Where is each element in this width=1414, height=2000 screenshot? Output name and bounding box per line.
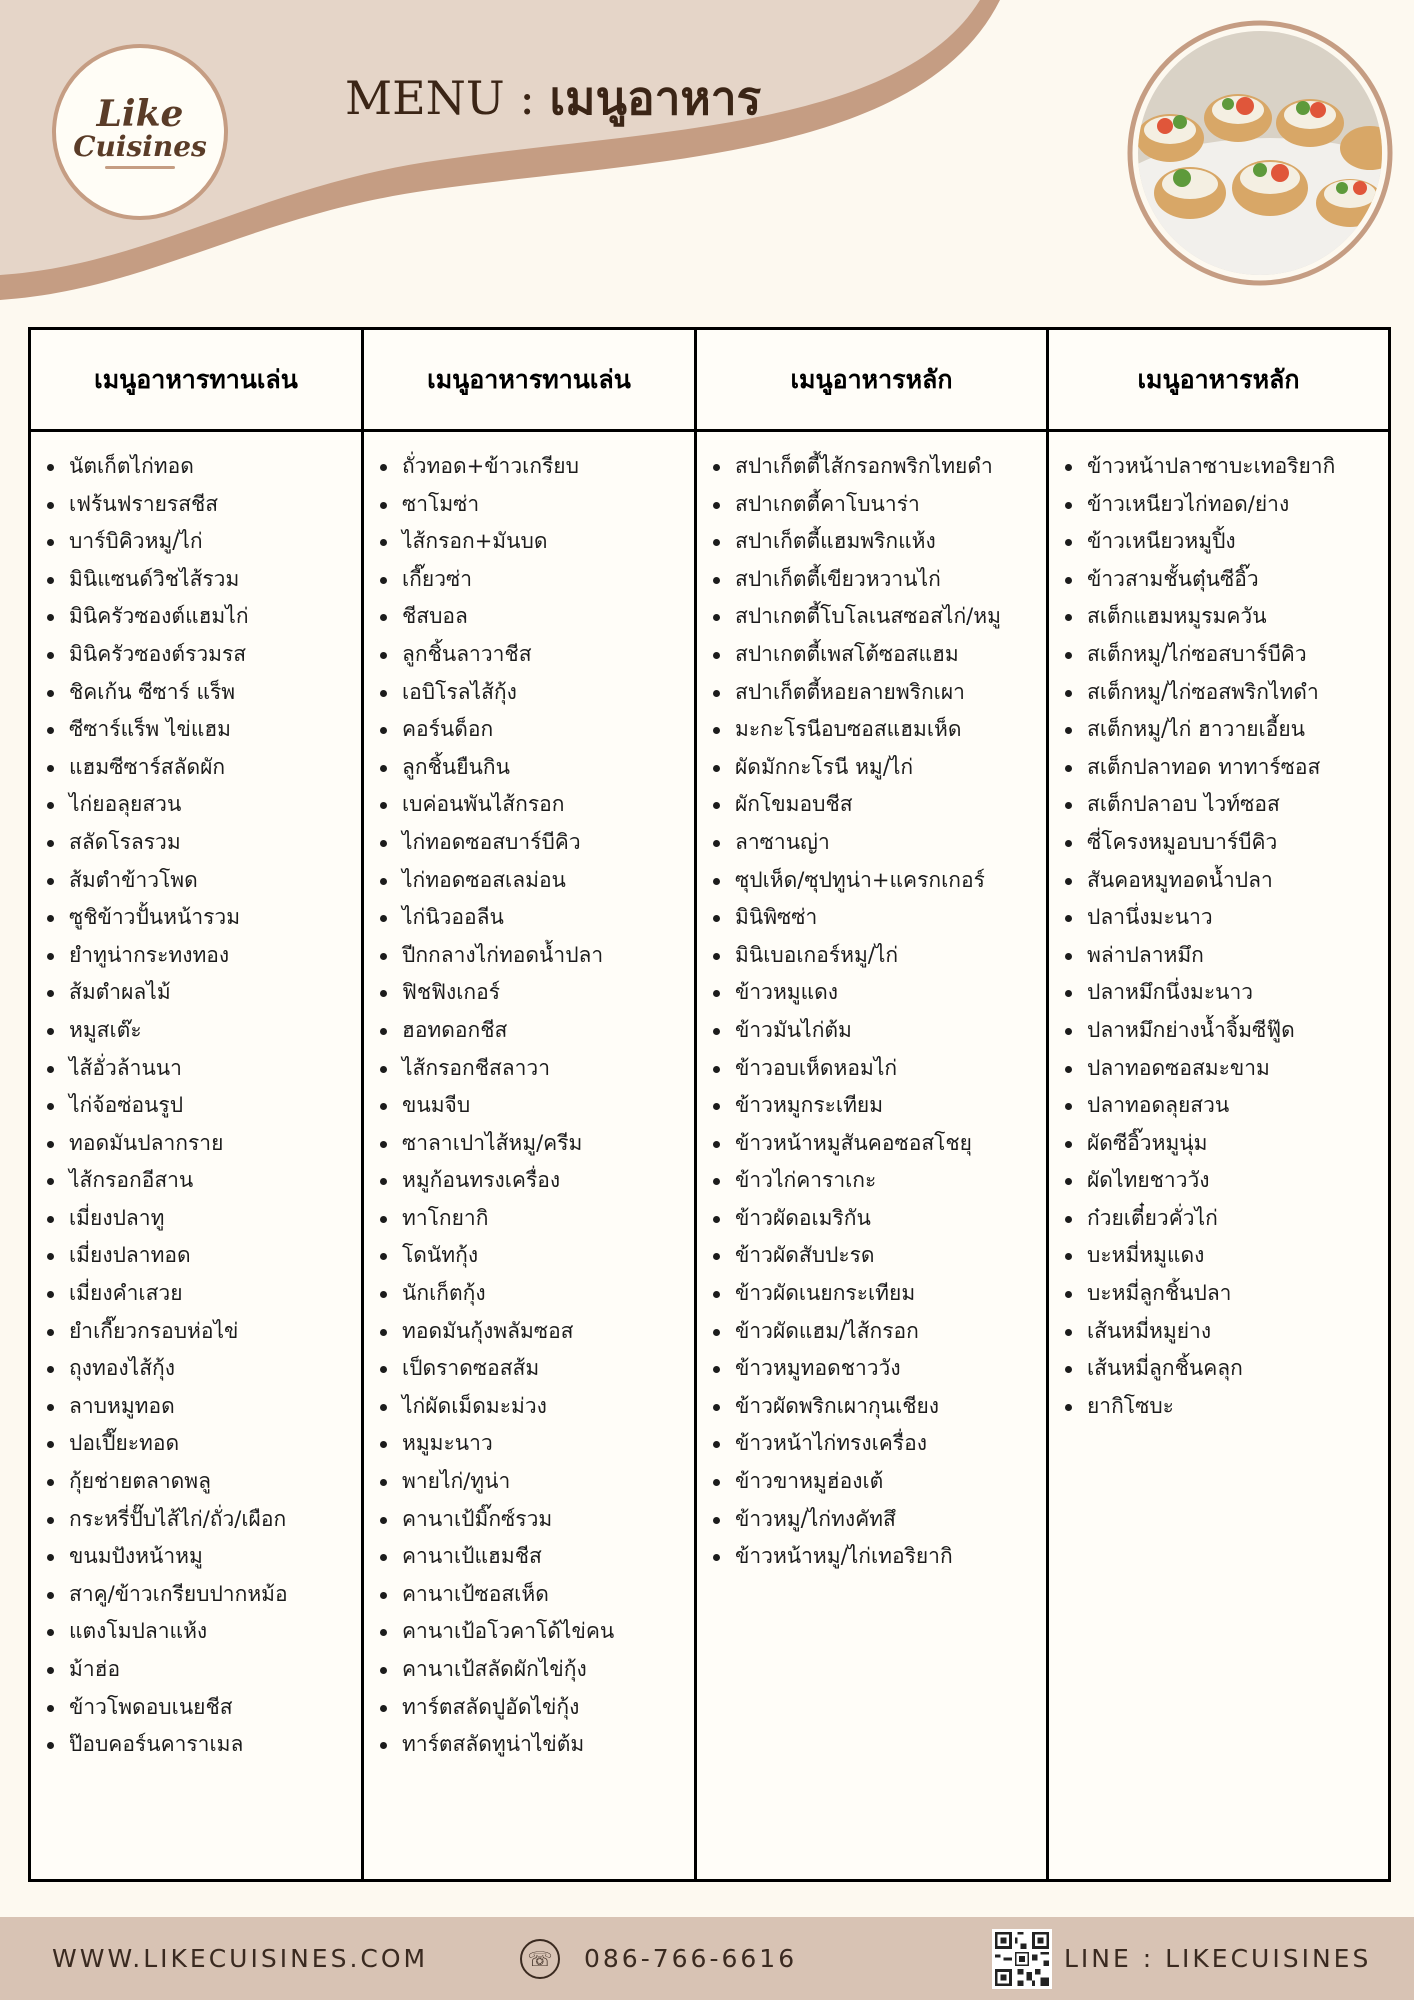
menu-item: คานาเป้แฮมชีส — [372, 1538, 694, 1576]
menu-item: เป็ดราดซอสส้ม — [372, 1350, 694, 1388]
menu-item: ผัดไทยชาววัง — [1057, 1162, 1388, 1200]
line-contact[interactable] — [992, 1917, 1371, 2000]
menu-column — [364, 330, 697, 1879]
logo-text-cuisines: Cuisines — [73, 129, 207, 163]
menu-item: ชิคเก้น ซีซาร์ แร็พ — [39, 674, 361, 712]
brand-logo — [52, 44, 228, 220]
menu-item: สปาเกตตี้เพสโต้ซอสแฮม — [705, 636, 1046, 674]
menu-list — [697, 432, 1046, 1576]
menu-item: ซีซาร์แร็พ ไข่แฮม — [39, 711, 361, 749]
menu-item: บะหมี่ลูกชิ้นปลา — [1057, 1275, 1388, 1313]
menu-item: เกี๊ยวซ่า — [372, 561, 694, 599]
menu-item: ทาโกยากิ — [372, 1200, 694, 1238]
menu-item: ข้าวหน้าหมูสันคอซอสโชยุ — [705, 1125, 1046, 1163]
menu-item: สเต็กหมู/ไก่ ฮาวายเอี้ยน — [1057, 711, 1388, 749]
menu-list — [1049, 432, 1388, 1425]
menu-item: บาร์บิคิวหมู/ไก่ — [39, 523, 361, 561]
logo-text-like: Like — [96, 92, 184, 135]
website-link[interactable]: WWW.LIKECUISINES.COM — [52, 1944, 429, 1973]
menu-item: ข้าวเหนียวไก่ทอด/ย่าง — [1057, 486, 1388, 524]
menu-item: ทอดมันกุ้งพลัมซอส — [372, 1313, 694, 1351]
menu-item: ไส้กรอกชีสลาวา — [372, 1050, 694, 1088]
column-heading: เมนูอาหารทานเล่น — [31, 330, 361, 432]
menu-item: ส้มตำผลไม้ — [39, 974, 361, 1012]
menu-item: นักเก็ตกุ้ง — [372, 1275, 694, 1313]
menu-table — [28, 327, 1391, 1882]
phone-icon: ☏ — [520, 1939, 560, 1979]
menu-item: สปาเก็ตตี้แฮมพริกแห้ง — [705, 523, 1046, 561]
menu-item: คานาเป้ซอสเห็ด — [372, 1576, 694, 1614]
menu-item: สลัดโรลรวม — [39, 824, 361, 862]
menu-item: พล่าปลาหมึก — [1057, 937, 1388, 975]
menu-item: ส้มตำข้าวโพด — [39, 862, 361, 900]
menu-item: ขนมปังหน้าหมู — [39, 1538, 361, 1576]
menu-item: ไก่ยอลุยสวน — [39, 786, 361, 824]
menu-item: มินิเบอเกอร์หมู/ไก่ — [705, 937, 1046, 975]
menu-item: ป๊อบคอร์นคาราเมล — [39, 1726, 361, 1764]
menu-item: ขนมจีบ — [372, 1087, 694, 1125]
menu-item: ทอดมันปลากราย — [39, 1125, 361, 1163]
title-thai: เมนูอาหาร — [549, 71, 762, 125]
menu-item: สปาเก็ตตี้ไส้กรอกพริกไทยดำ — [705, 448, 1046, 486]
menu-item: ข้าวโพดอบเนยชีส — [39, 1689, 361, 1727]
menu-item: กุ้ยช่ายตลาดพลู — [39, 1463, 361, 1501]
menu-item: สันคอหมูทอดน้ำปลา — [1057, 862, 1388, 900]
menu-item: ฮอทดอกชีส — [372, 1012, 694, 1050]
menu-item: ลาบหมูทอด — [39, 1388, 361, 1426]
menu-item: ไส้อั่วล้านนา — [39, 1050, 361, 1088]
menu-item: ข้าวผัดสับปะรด — [705, 1237, 1046, 1275]
menu-item: ผักโขมอบชีส — [705, 786, 1046, 824]
menu-item: สเต็กหมู/ไก่ซอสบาร์บีคิว — [1057, 636, 1388, 674]
menu-item: ไก่ทอดซอสเลม่อน — [372, 862, 694, 900]
menu-column — [1049, 330, 1388, 1879]
title-prefix: MENU : — [345, 71, 550, 125]
menu-item: คานาเป้สลัดผักไข่กุ้ง — [372, 1651, 694, 1689]
menu-item: คานาเป้มิ๊กซ์รวม — [372, 1501, 694, 1539]
menu-column — [697, 330, 1049, 1879]
menu-item: คอร์นด็อก — [372, 711, 694, 749]
menu-item: บะหมี่หมูแดง — [1057, 1237, 1388, 1275]
menu-item: นัตเก็ตไก่ทอด — [39, 448, 361, 486]
menu-item: หมูมะนาว — [372, 1425, 694, 1463]
menu-item: หมูก้อนทรงเครื่อง — [372, 1162, 694, 1200]
menu-item: ข้าวผัดเนยกระเทียม — [705, 1275, 1046, 1313]
menu-item: เมี่ยงคำเสวย — [39, 1275, 361, 1313]
menu-item: ซาโมซ่า — [372, 486, 694, 524]
page-title — [345, 62, 761, 135]
logo-fork-underline — [105, 166, 175, 169]
menu-item: หมูสเต๊ะ — [39, 1012, 361, 1050]
menu-item: เส้นหมี่ลูกชิ้นคลุก — [1057, 1350, 1388, 1388]
menu-item: ปอเปี๊ยะทอด — [39, 1425, 361, 1463]
menu-item: ปลาหมึกย่างน้ำจิ้มซีฟู๊ด — [1057, 1012, 1388, 1050]
menu-item: สเต็กปลาทอด ทาทาร์ซอส — [1057, 749, 1388, 787]
menu-item: ปีกกลางไก่ทอดน้ำปลา — [372, 937, 694, 975]
menu-item: ลาซานญ่า — [705, 824, 1046, 862]
menu-item: ม้าฮ่อ — [39, 1651, 361, 1689]
menu-item: ยำทูน่ากระทงทอง — [39, 937, 361, 975]
menu-item: ยำเกี๊ยวกรอบห่อไข่ — [39, 1313, 361, 1351]
menu-item: เฟร้นฟรายรสชีส — [39, 486, 361, 524]
menu-item: คานาเป้อโวคาโด้ไข่คน — [372, 1613, 694, 1651]
menu-item: ข้าวหน้าหมู/ไก่เทอริยากิ — [705, 1538, 1046, 1576]
menu-item: มินิแซนด์วิชไส้รวม — [39, 561, 361, 599]
menu-item: ไก่ทอดซอสบาร์บีคิว — [372, 824, 694, 862]
menu-item: ซี่โครงหมูอบบาร์บีคิว — [1057, 824, 1388, 862]
menu-item: ข้าวมันไก่ต้ม — [705, 1012, 1046, 1050]
menu-item: ข้าวหน้าปลาซาบะเทอริยากิ — [1057, 448, 1388, 486]
menu-item: ทาร์ตสลัดปูอัดไข่กุ้ง — [372, 1689, 694, 1727]
footer-bar — [0, 1917, 1414, 2000]
menu-item: ข้าวอบเห็ดหอมไก่ — [705, 1050, 1046, 1088]
menu-item: ไก่นิวออลีน — [372, 899, 694, 937]
menu-item: ข้าวเหนียวหมูปิ้ง — [1057, 523, 1388, 561]
column-heading: เมนูอาหารทานเล่น — [364, 330, 694, 432]
column-heading: เมนูอาหารหลัก — [1049, 330, 1388, 432]
menu-item: กระหรี่ปั๊บไส้ไก่/ถั่ว/เผือก — [39, 1501, 361, 1539]
menu-item: ซูชิข้าวปั้นหน้ารวม — [39, 899, 361, 937]
menu-item: ไก่จ้อซ่อนรูป — [39, 1087, 361, 1125]
menu-item: ซาลาเปาไส้หมู/ครีม — [372, 1125, 694, 1163]
menu-item: สเต็กปลาอบ ไวท์ซอส — [1057, 786, 1388, 824]
menu-item: ไส้กรอก+มันบด — [372, 523, 694, 561]
menu-item: ข้าวสามชั้นตุ๋นซีอิ๊ว — [1057, 561, 1388, 599]
menu-item: สปาเก็ตตี้หอยลายพริกเผา — [705, 674, 1046, 712]
menu-item: โดนัทกุ้ง — [372, 1237, 694, 1275]
qr-code-icon — [992, 1929, 1052, 1989]
menu-item: ทาร์ตสลัดทูน่าไข่ต้ม — [372, 1726, 694, 1764]
menu-item: ซุปเห็ด/ซุปทูน่า+แครกเกอร์ — [705, 862, 1046, 900]
menu-item: ฟิชฟิงเกอร์ — [372, 974, 694, 1012]
menu-item: ปลานึ่งมะนาว — [1057, 899, 1388, 937]
menu-item: สเต็กแฮมหมูรมควัน — [1057, 598, 1388, 636]
line-id: LINE : LIKECUISINES — [1064, 1944, 1372, 1973]
menu-item: ถั่วทอด+ข้าวเกรียบ — [372, 448, 694, 486]
menu-item: ข้าวผัดแฮม/ไส้กรอก — [705, 1313, 1046, 1351]
menu-item: ข้าวขาหมูฮ่องเต้ — [705, 1463, 1046, 1501]
menu-item: ข้าวไก่คาราเกะ — [705, 1162, 1046, 1200]
phone-number: 086-766-6616 — [584, 1944, 798, 1973]
menu-item: มะกะโรนีอบซอสแฮมเห็ด — [705, 711, 1046, 749]
menu-item: แตงโมปลาแห้ง — [39, 1613, 361, 1651]
menu-item: สปาเกตตี้คาโบนาร่า — [705, 486, 1046, 524]
menu-item: ยากิโซบะ — [1057, 1388, 1388, 1426]
menu-item: แฮมซีซาร์สลัดผัก — [39, 749, 361, 787]
menu-item: สปาเก็ตตี้เขียวหวานไก่ — [705, 561, 1046, 599]
menu-item: สาคู/ข้าวเกรียบปากหม้อ — [39, 1576, 361, 1614]
menu-item: ปลาหมึกนึ่งมะนาว — [1057, 974, 1388, 1012]
menu-item: ข้าวหน้าไก่ทรงเครื่อง — [705, 1425, 1046, 1463]
menu-item: เส้นหมี่หมูย่าง — [1057, 1313, 1388, 1351]
menu-item: ชีสบอล — [372, 598, 694, 636]
menu-item: สปาเกตตี้โบโลเนสซอสไก่/หมู — [705, 598, 1046, 636]
menu-item: ข้าวหมู/ไก่ทงคัทสึ — [705, 1501, 1046, 1539]
menu-item: ข้าวผัดอเมริกัน — [705, 1200, 1046, 1238]
menu-item: มินิครัวซองต์แฮมไก่ — [39, 598, 361, 636]
phone-contact[interactable] — [520, 1917, 797, 2000]
menu-item: ก๋วยเตี๋ยวคั่วไก่ — [1057, 1200, 1388, 1238]
menu-item: ลูกชิ้นลาวาชีส — [372, 636, 694, 674]
menu-item: ลูกชิ้นยืนกิน — [372, 749, 694, 787]
menu-item: มินิครัวซองต์รวมรส — [39, 636, 361, 674]
menu-column — [31, 330, 364, 1879]
menu-list — [364, 432, 694, 1764]
menu-item: ผัดมักกะโรนี หมู/ไก่ — [705, 749, 1046, 787]
menu-item: เบค่อนพันไส้กรอก — [372, 786, 694, 824]
menu-item: สเต็กหมู/ไก่ซอสพริกไทดำ — [1057, 674, 1388, 712]
menu-item: ไก่ผัดเม็ดมะม่วง — [372, 1388, 694, 1426]
menu-item: ปลาทอดซอสมะขาม — [1057, 1050, 1388, 1088]
menu-item: ข้าวผัดพริกเผากุนเชียง — [705, 1388, 1046, 1426]
menu-item: ข้าวหมูกระเทียม — [705, 1087, 1046, 1125]
menu-list — [31, 432, 361, 1764]
menu-item: ข้าวหมูแดง — [705, 974, 1046, 1012]
menu-item: มินิพิซซ่า — [705, 899, 1046, 937]
menu-item: ข้าวหมูทอดชาววัง — [705, 1350, 1046, 1388]
menu-item: ไส้กรอกอีสาน — [39, 1162, 361, 1200]
food-photo-icon — [1120, 18, 1400, 288]
menu-item: เมี่ยงปลาทอด — [39, 1237, 361, 1275]
menu-item: เมี่ยงปลาทู — [39, 1200, 361, 1238]
menu-item: ปลาทอดลุยสวน — [1057, 1087, 1388, 1125]
menu-item: ถุงทองไส้กุ้ง — [39, 1350, 361, 1388]
menu-item: พายไก่/ทูน่า — [372, 1463, 694, 1501]
menu-item: ผัดซีอิ๊วหมูนุ่ม — [1057, 1125, 1388, 1163]
column-heading: เมนูอาหารหลัก — [697, 330, 1046, 432]
menu-item: เอบิโรลไส้กุ้ง — [372, 674, 694, 712]
